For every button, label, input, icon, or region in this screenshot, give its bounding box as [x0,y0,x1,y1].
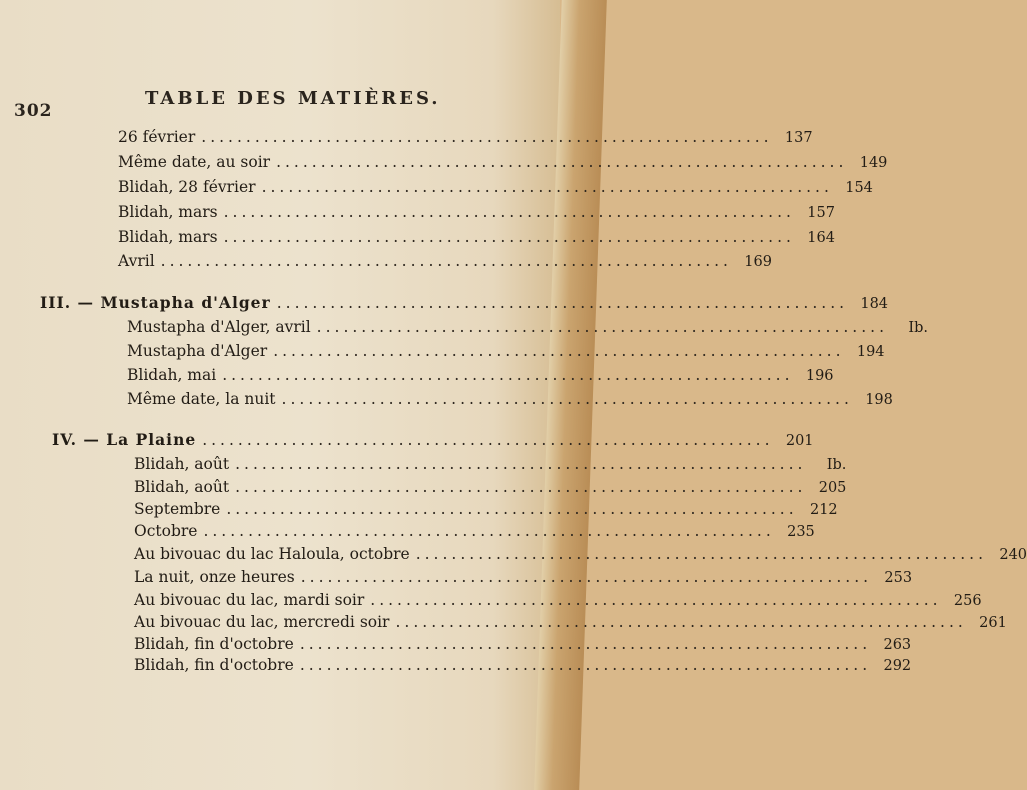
toc-entry-label: Blidah, mars [118,228,218,246]
toc-entry-page: 154 [845,180,873,196]
toc-entry [134,591,982,613]
toc-entry-label: Au bivouac du lac, mardi soir [134,591,365,609]
toc-entry [134,455,847,477]
leader-dots: ................................................................ [316,318,888,336]
toc-entry-page: 253 [884,570,913,586]
toc-entry-page: 256 [953,593,982,609]
running-head: TABLE DES MATIÈRES. [145,88,441,109]
toc-entry-label: Blidah, fin d'octobre [134,656,294,674]
toc-entry-label: Septembre [134,500,221,518]
toc-entry [134,656,912,678]
toc-entry-label: Même date, au soir [118,153,271,171]
toc-entry-label: Blidah, fin d'octobre [134,635,294,653]
toc-entry [134,500,838,522]
toc-entry [118,128,813,150]
toc-entry [127,342,885,364]
leader-dots: ................................................................ [299,656,872,674]
toc-entry [118,228,835,250]
toc-entry-page: 198 [865,392,893,408]
section-heading [40,293,889,315]
toc-entry-page: 137 [784,130,813,146]
leader-dots: ................................................................ [276,294,849,312]
toc-entry [134,613,1007,635]
toc-entry-label: Blidah, 28 février [118,178,256,196]
toc-entry-page: 169 [744,254,772,270]
section-heading [52,430,814,452]
section-heading-label: IV. — La Plaine [52,430,197,449]
toc-entry-page: 194 [856,344,885,360]
leader-dots: ................................................................ [222,366,794,384]
toc-entry-page: 240 [999,547,1027,563]
toc-entry [134,478,847,500]
toc-entry [118,252,772,274]
toc-entry [127,390,893,412]
toc-entry-page: 164 [807,230,835,246]
leader-dots: ................................................................ [273,342,845,360]
leader-dots: ................................................................ [201,128,773,146]
toc-entry [118,178,873,200]
leader-dots: ................................................................ [395,613,967,631]
leader-dots: ................................................................ [276,153,848,171]
leader-dots: ................................................................ [299,635,872,653]
leader-dots: ................................................................ [160,252,732,270]
toc-entry-page: 212 [809,502,838,518]
toc-entry [127,366,834,388]
toc-entry [118,203,835,225]
toc-entry-page: 157 [807,205,835,221]
leader-dots: ................................................................ [235,478,807,496]
toc-entry [118,153,888,175]
toc-entry-page: 261 [979,615,1007,631]
leader-dots: ................................................................ [226,500,798,518]
toc-entry-label: Blidah, août [134,478,230,496]
toc-entry-label: La nuit, onze heures [134,568,295,586]
leader-dots: ................................................................ [300,568,873,586]
toc-entry-label: Octobre [134,522,198,540]
page-number: 302 [14,101,53,121]
section-heading-page: 201 [785,433,814,449]
toc-entry-page: 205 [818,480,847,496]
toc-entry-label: Mustapha d'Alger [127,342,268,360]
toc-entry-label: Au bivouac du lac, mercredi soir [134,613,390,631]
toc-entry-page: 196 [805,368,834,384]
toc-entry-label: Blidah, mars [118,203,218,221]
toc-entry-label: Blidah, mai [127,366,217,384]
toc-entry-label: Même date, la nuit [127,390,276,408]
leader-dots: ................................................................ [223,203,795,221]
section-heading-page: 184 [860,296,889,312]
leader-dots: ................................................................ [203,522,775,540]
leader-dots: ................................................................ [223,228,795,246]
section-heading-label: III. — Mustapha d'Alger [40,293,271,312]
toc-entry-label: Au bivouac du lac Haloula, octobre [134,545,410,563]
toc-entry [134,568,913,590]
toc-entry-page: 149 [859,155,888,171]
toc-entry-label: Avril [118,252,155,270]
leader-dots: ................................................................ [370,591,942,609]
toc-entry [127,318,928,340]
toc-entry-page: Ib. [826,457,847,473]
leader-dots: ................................................................ [415,545,988,563]
leader-dots: ................................................................ [202,431,774,449]
toc-entry-label: Mustapha d'Alger, avril [127,318,311,336]
toc-entry [134,545,1027,567]
toc-entry-page: 263 [883,637,912,653]
toc-entry-page: 235 [787,524,815,540]
toc-entry-page: 292 [883,658,912,674]
toc-entry-label: 26 février [118,128,196,146]
toc-entry [134,522,815,544]
toc-entry [134,635,912,657]
toc-entry-page: Ib. [908,320,928,336]
leader-dots: ................................................................ [261,178,833,196]
toc-entry-label: Blidah, août [134,455,230,473]
leader-dots: ................................................................ [235,455,807,473]
leader-dots: ................................................................ [281,390,853,408]
